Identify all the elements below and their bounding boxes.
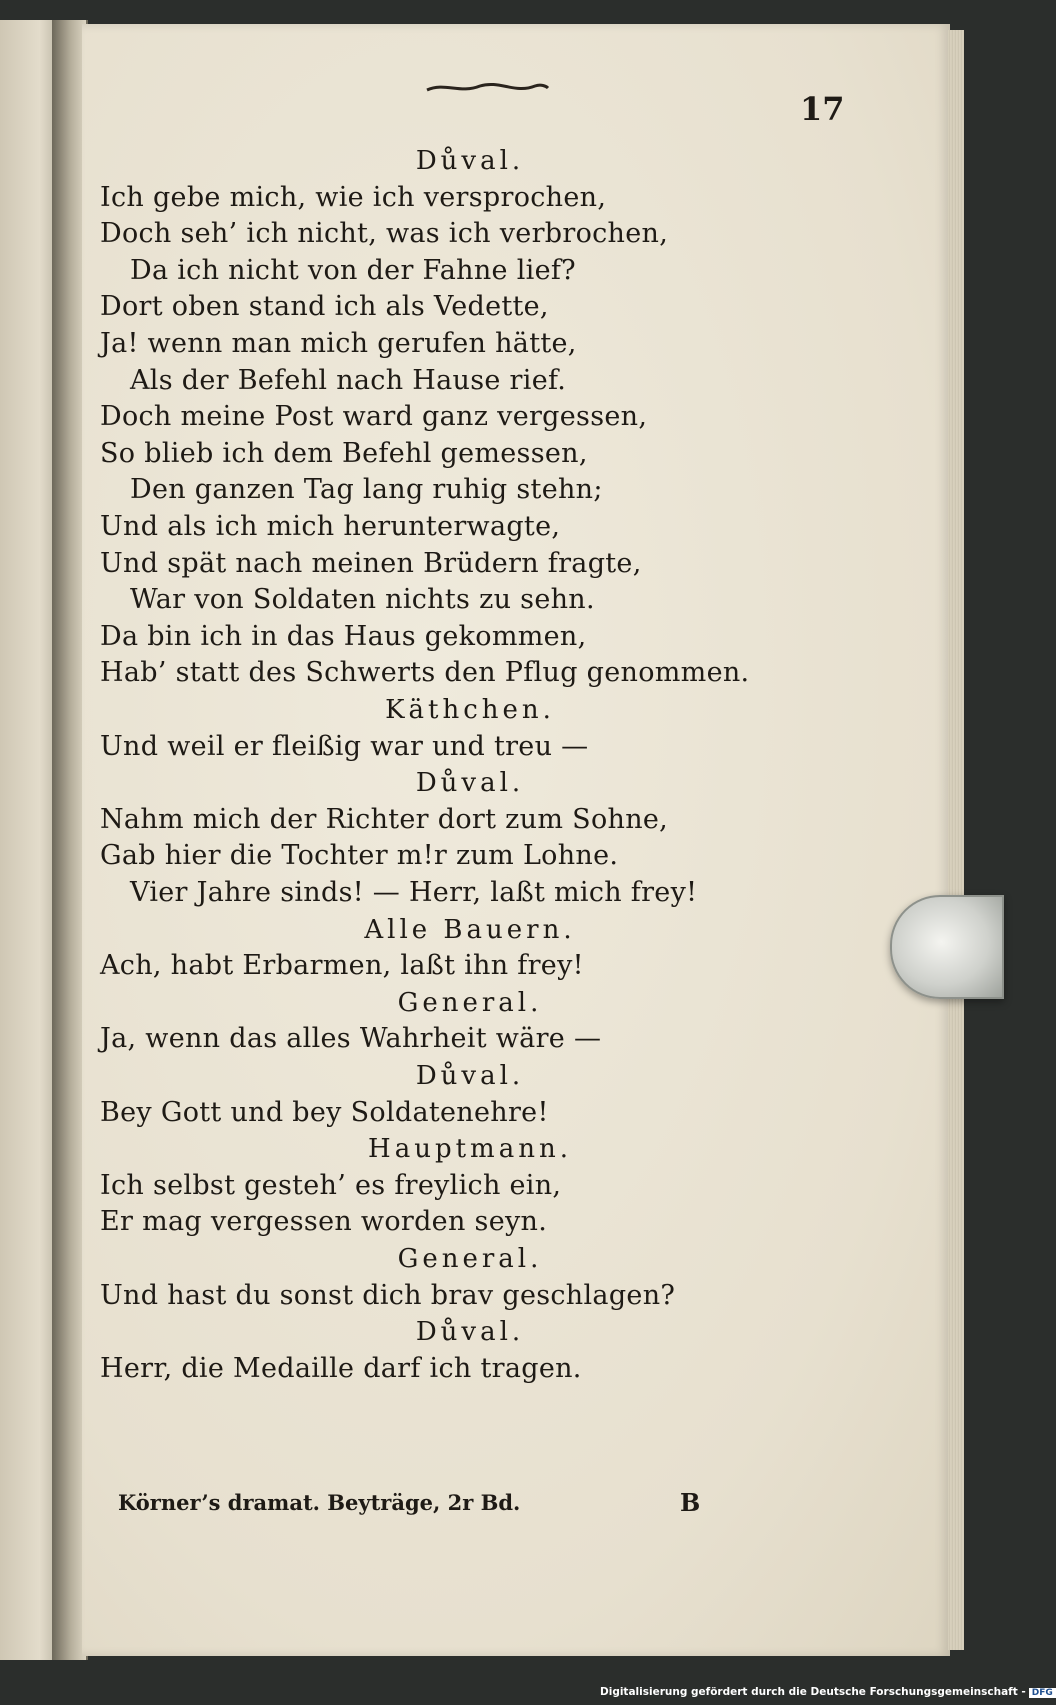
verse-line: Herr, die Medaille darf ich tragen. — [100, 1352, 582, 1384]
speaker-name: Käthchen. — [385, 695, 555, 725]
book-gutter — [52, 20, 86, 1660]
verse-line: Doch meine Post ward ganz vergessen, — [100, 401, 648, 433]
verse-line: Und als ich mich herunterwagte, — [100, 511, 561, 542]
page-stack-edge — [948, 30, 964, 1650]
speaker-name: General. — [397, 987, 543, 1018]
verse-line: Vier Jahre sinds! — Herr, laßt mich frey! — [130, 877, 698, 908]
footer-signature-mark: B — [680, 1488, 701, 1517]
page-clip — [890, 895, 1004, 999]
dfg-logo: DFG — [1029, 1688, 1056, 1698]
verse-line: Er mag vergessen worden seyn. — [100, 1206, 548, 1238]
verse-line: So blieb ich dem Befehl gemessen, — [100, 437, 588, 469]
digitization-credit — [600, 1686, 1056, 1698]
speaker-name: Důval. — [415, 768, 525, 799]
verse-line: Ja, wenn das alles Wahrheit wäre — — [100, 1023, 602, 1055]
speaker-name: Důval. — [415, 146, 525, 176]
verse-line: Bey Gott und bey Soldatenehre! — [100, 1096, 549, 1128]
verse-line: Als der Befehl nach Hause rief. — [130, 364, 567, 396]
verse-line: War von Soldaten nichts zu sehn. — [130, 584, 595, 616]
page-number: 17 — [800, 90, 845, 128]
speaker-name: Hauptmann. — [368, 1134, 572, 1165]
speaker-name: Alle Bauern. — [364, 914, 576, 945]
verse-line: Und hast du sonst dich brav geschlagen? — [100, 1279, 676, 1311]
verse-line: Ich selbst gesteh’ es freylich ein, — [100, 1169, 562, 1201]
verse-line: Da ich nicht von der Fahne lief? — [130, 254, 576, 286]
speaker-name: Důval. — [415, 1317, 525, 1348]
verse-line: Und weil er fleißig war und treu — — [100, 730, 589, 762]
verse-line: Ich gebe mich, wie ich versprochen, — [100, 181, 607, 213]
verse-line: Gab hier die Tochter m!r zum Lohne. — [100, 840, 619, 872]
verse-line: Den ganzen Tag lang ruhig stehn; — [130, 474, 603, 506]
verse-line: Hab’ statt des Schwerts den Pflug genommen. — [100, 657, 750, 689]
verse-line: Nahm mich der Richter dort zum Sohne, — [100, 803, 669, 835]
ornament-divider — [425, 80, 550, 96]
verse-line: Und spät nach meinen Brüdern fragte, — [100, 547, 642, 579]
speaker-name: General. — [397, 1244, 543, 1274]
verse-line: Ja! wenn man mich gerufen hätte, — [100, 328, 577, 359]
credit-text: Digitalisierung gefördert durch die Deutsche Forschungsgemeinschaft - — [600, 1686, 1026, 1698]
footer-book-title: Körner’s dramat. Beyträge, 2r Bd. — [118, 1490, 521, 1515]
verse-line: Dort oben stand ich als Vedette, — [100, 291, 549, 323]
verse-line: Da bin ich in das Haus gekommen, — [100, 620, 587, 652]
verse-line: Ach, habt Erbarmen, laßt ihn frey! — [100, 950, 584, 982]
speaker-name: Důval. — [415, 1061, 525, 1091]
verse-line: Doch seh’ ich nicht, was ich verbrochen, — [100, 218, 669, 250]
